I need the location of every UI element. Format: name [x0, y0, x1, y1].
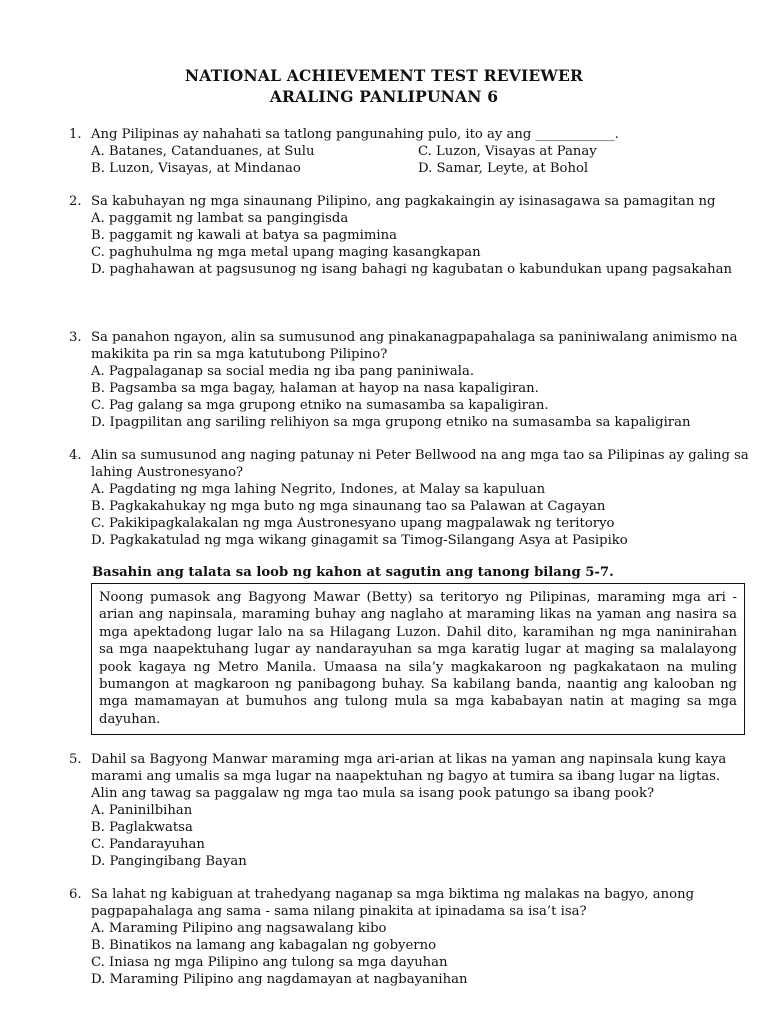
question-stem: Ang Pilipinas ay nahahati sa tatlong pangunahing pulo, ito ay ang ____________. — [91, 127, 619, 142]
option-b: B. paggamit ng kawali at batya sa pagmimina — [91, 228, 397, 243]
question-number: 5. — [69, 752, 82, 767]
option-c: C. Iniasa ng mga Pilipino ang tulong sa mga dayuhan — [91, 955, 448, 970]
option-b: B. Pagkakahukay ng mga buto ng mga sinaunang tao sa Palawan at Cagayan — [91, 499, 606, 514]
question-3 — [69, 329, 749, 431]
reading-instruction: Basahin ang talata sa loob ng kahon at sagutin ang tanong bilang 5-7. — [92, 565, 614, 580]
option-c: C. paghuhulma ng mga metal upang maging kasangkapan — [91, 245, 481, 260]
question-number: 1. — [69, 127, 82, 142]
question-stem: Sa lahat ng kabiguan at trahedyang naganap sa mga biktima ng malakas na bagyo, anong pagpapahalaga ang sama - sama nilang pinakita at ipinadama sa isa’t isa? — [91, 887, 695, 919]
option-c: C. Luzon, Visayas at Panay — [418, 144, 597, 159]
question-4 — [69, 447, 749, 549]
question-1 — [69, 126, 749, 177]
question-2 — [69, 193, 749, 278]
question-stem: Sa kabuhayan ng mga sinaunang Pilipino, ang pagkakaingin ay isinasagawa sa pamagitan ng — [91, 194, 716, 209]
option-d: D. Pangingibang Bayan — [91, 854, 247, 869]
option-a: A. paggamit ng lambat sa pangingisda — [91, 211, 349, 226]
option-b: B. Pagsamba sa mga bagay, halaman at hayop na nasa kapaligiran. — [91, 381, 539, 396]
question-6 — [69, 886, 749, 988]
option-d: D. paghahawan at pagsusunog ng isang bahagi ng kagubatan o kabundukan upang pagsakahan — [91, 262, 733, 277]
option-d: D. Maraming Pilipino ang nagdamayan at nagbayanihan — [91, 972, 468, 987]
option-b: B. Luzon, Visayas, at Mindanao — [91, 161, 301, 176]
question-number: 3. — [69, 330, 82, 345]
document-subtitle: ARALING PANLIPUNAN 6 — [269, 87, 499, 106]
option-grid — [91, 143, 749, 177]
question-stem: Sa panahon ngayon, alin sa sumusunod ang pinakanagpapahalaga sa paniniwalang animismo na makikita pa rin sa mga katutubong Pilipino? — [91, 330, 738, 362]
option-d: D. Pagkakatulad ng mga wikang ginagamit sa Timog-Silangang Asya at Pasipiko — [91, 533, 628, 548]
question-number: 4. — [69, 448, 82, 463]
passage-box — [91, 583, 745, 735]
option-a: A. Maraming Pilipino ang nagsawalang kibo — [91, 921, 387, 936]
question-stem: Dahil sa Bagyong Manwar maraming mga ari-arian at likas na yaman ang napinsala kung kaya marami ang umalis sa mga lugar na naapektuhan ng bagyo at tumira sa ibang lugar na ligtas. Alin ang tawag sa paggalaw ng mga tao mula sa isang pook patungo sa ibang pook? — [91, 752, 727, 801]
option-c: C. Pandarayuhan — [91, 837, 205, 852]
option-d: D. Ipagpilitan ang sariling relihiyon sa mga grupong etniko na sumasamba sa kapaligiran — [91, 415, 691, 430]
option-d: D. Samar, Leyte, at Bohol — [418, 161, 589, 176]
option-b: B. Paglakwatsa — [91, 820, 193, 835]
question-number: 2. — [69, 194, 82, 209]
option-a: A. Paninilbihan — [91, 803, 193, 818]
option-a: A. Pagpalaganap sa social media ng iba pang paniniwala. — [91, 364, 475, 379]
option-c: C. Pag galang sa mga grupong etniko na sumasamba sa kapaligiran. — [91, 398, 549, 413]
document-title: NATIONAL ACHIEVEMENT TEST REVIEWER — [184, 66, 584, 85]
option-a: A. Batanes, Catanduanes, at Sulu — [91, 144, 315, 159]
passage-text: Noong pumasok ang Bagyong Mawar (Betty) sa teritoryo ng Pilipinas, maraming mga ari - arian ang napinsala, maraming buhay ang naglaho at maraming likas na yaman ang nasira sa mga apektadong lugar lalo na sa Hilagang Luzon. Dahil dito, karamihan ng mga naninirahan sa mga naapektuhang lugar ay nandarayuhan sa mga karatig lugar at maging sa malalayong pook kagaya ng Metro Manila. Umaasa na sila’y magkakaroon ng pagkakataon na muling bumangon at magkaroon ng panibagong buhay. Sa kabilang banda, naantig ang kalooban ng mga mamamayan at bumuhos ang tulong mula sa mga kababayan natin at maging sa mga dayuhan. — [99, 590, 737, 727]
option-a: A. Pagdating ng mga lahing Negrito, Indones, at Malay sa kapuluan — [91, 482, 546, 497]
question-stem: Alin sa sumusunod ang naging patunay ni Peter Bellwood na ang mga tao sa Pilipinas ay galing sa lahing Austronesyano? — [91, 448, 749, 480]
question-number: 6. — [69, 887, 82, 902]
option-c: C. Pakikipagkalakalan ng mga Austronesyano upang magpalawak ng teritoryo — [91, 516, 615, 531]
question-5 — [69, 751, 749, 870]
option-b: B. Binatikos na lamang ang kabagalan ng gobyerno — [91, 938, 437, 953]
